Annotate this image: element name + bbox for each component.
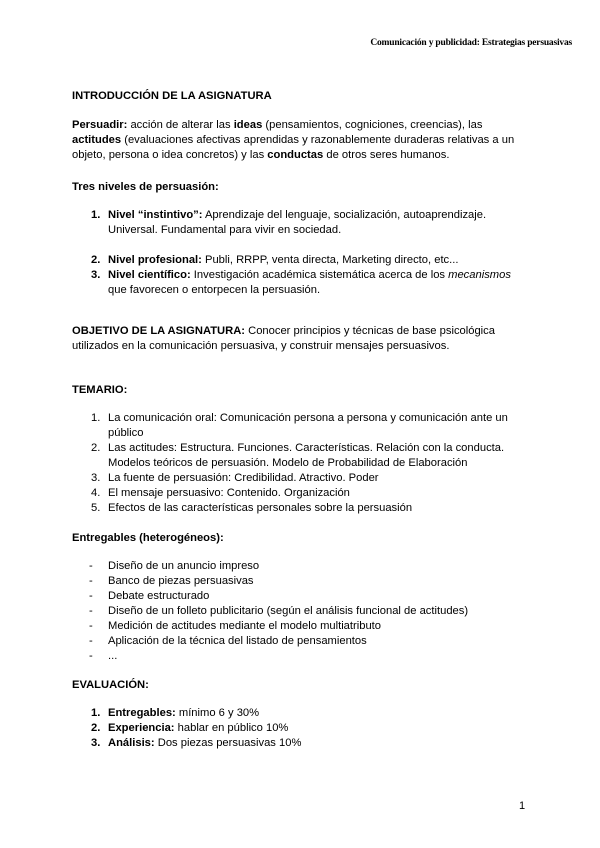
list-item xyxy=(89,634,529,649)
dash-bullet: - xyxy=(89,575,93,587)
eval-text: mínimo 6 y 30% xyxy=(175,707,260,719)
persuadir-term: Persuadir: xyxy=(72,119,128,131)
topic-text: Efectos de las características personales sobre la persuasión xyxy=(108,502,413,514)
list-number: 1. xyxy=(91,707,101,719)
list-item xyxy=(91,721,518,736)
level-label: Nivel “instintivo”: xyxy=(108,209,203,221)
eval-text: hablar en público 10% xyxy=(174,722,289,734)
dash-bullet: - xyxy=(89,590,93,602)
list-item xyxy=(89,574,529,589)
list-number: 4. xyxy=(91,487,101,499)
list-number: 3. xyxy=(91,737,101,749)
topic-text: La comunicación oral: Comunicación persona a persona y comunicación ante un público xyxy=(108,412,508,439)
persuadir-text-4: de otros seres humanos. xyxy=(323,149,450,161)
dash-bullet: - xyxy=(89,635,93,647)
topic-text: Las actitudes: Estructura. Funciones. Características. Relación con la conducta. Modelos teóricos de persuasión. Modelo de Probabilidad de Elaboración xyxy=(108,442,505,469)
list-item xyxy=(91,441,518,471)
deliverable-text: Banco de piezas persuasivas xyxy=(108,575,254,587)
persuadir-definition xyxy=(72,118,530,163)
eval-label: Experiencia: xyxy=(108,722,175,734)
list-item xyxy=(91,208,518,238)
level-text-2: que favorecen o entorpecen la persuasión. xyxy=(108,284,321,296)
list-item xyxy=(91,253,518,268)
list-item xyxy=(91,706,518,721)
eval-text: Dos piezas persuasivas 10% xyxy=(154,737,302,749)
deliverable-text: Aplicación de la técnica del listado de pensamientos xyxy=(108,635,367,647)
dash-bullet: - xyxy=(89,605,93,617)
term-ideas: ideas xyxy=(233,119,263,131)
list-item xyxy=(89,649,529,664)
list-number: 5. xyxy=(91,502,101,514)
page-number: 1 xyxy=(519,800,526,812)
dash-bullet: - xyxy=(89,620,93,632)
levels-heading: Tres niveles de persuasión: xyxy=(72,181,219,193)
list-number: 2. xyxy=(91,442,101,454)
level-text: Aprendizaje del lenguaje, socialización, autoaprendizaje. Universal. Fundamental para vivir en sociedad. xyxy=(108,209,487,236)
level-italic: mecanismos xyxy=(448,269,511,281)
list-number: 1. xyxy=(91,412,101,424)
persuadir-text-2: (pensamientos, cogniciones, creencias), las xyxy=(262,119,483,131)
dash-bullet: - xyxy=(89,650,93,662)
entregables-heading: Entregables (heterogéneos): xyxy=(72,532,224,544)
list-item xyxy=(91,268,518,298)
term-actitudes: actitudes xyxy=(72,134,122,146)
list-number: 2. xyxy=(91,254,101,266)
deliverable-text: Debate estructurado xyxy=(108,590,210,602)
list-item xyxy=(91,501,518,516)
eval-label: Entregables: xyxy=(108,707,176,719)
deliverable-text: Diseño de un folleto publicitario (según el análisis funcional de actitudes) xyxy=(108,605,469,617)
temario-list xyxy=(91,411,518,516)
deliverable-text: Medición de actitudes mediante el modelo multiatributo xyxy=(108,620,382,632)
list-item xyxy=(91,736,518,751)
entregables-list xyxy=(89,559,529,664)
evaluacion-list xyxy=(91,706,518,751)
list-item xyxy=(89,604,529,619)
term-conductas: conductas xyxy=(267,149,324,161)
intro-heading: INTRODUCCIÓN DE LA ASIGNATURA xyxy=(72,90,272,102)
objetivo-paragraph xyxy=(72,324,532,354)
levels-list xyxy=(91,208,518,298)
deliverable-text: Diseño de un anuncio impreso xyxy=(108,560,260,572)
level-text: Publi, RRPP, venta directa, Marketing directo, etc... xyxy=(201,254,459,266)
list-item xyxy=(89,619,529,634)
objetivo-text: Conocer principios y técnicas de base psicológica utilizados en la comunicación persuasiva, y construir mensajes persuasivos. xyxy=(72,325,495,352)
list-number: 2. xyxy=(91,722,101,734)
evaluacion-heading: EVALUACIÓN: xyxy=(72,679,149,691)
dash-bullet: - xyxy=(89,560,93,572)
list-number: 3. xyxy=(91,472,101,484)
list-item xyxy=(91,471,518,486)
list-item xyxy=(89,589,529,604)
persuadir-text-3: (evaluaciones afectivas aprendidas y razonablemente duraderas relativas a un objeto, persona o idea concretos) y las xyxy=(72,134,515,161)
level-text: Investigación académica sistemática acerca de los xyxy=(190,269,449,281)
eval-label: Análisis: xyxy=(108,737,155,749)
objetivo-label: OBJETIVO DE LA ASIGNATURA: xyxy=(72,325,245,337)
list-number: 1. xyxy=(91,209,101,221)
list-item xyxy=(89,559,529,574)
list-item xyxy=(91,411,518,441)
level-label: Nivel científico: xyxy=(108,269,191,281)
persuadir-text-1: acción de alterar las xyxy=(127,119,234,131)
topic-text: La fuente de persuasión: Credibilidad. Atractivo. Poder xyxy=(108,472,379,484)
deliverable-text: ... xyxy=(108,650,118,662)
list-number: 3. xyxy=(91,269,101,281)
list-item xyxy=(91,486,518,501)
running-header: Comunicación y publicidad: Estrategias persuasivas xyxy=(370,38,572,48)
temario-heading: TEMARIO: xyxy=(72,384,128,396)
topic-text: El mensaje persuasivo: Contenido. Organización xyxy=(108,487,350,499)
level-label: Nivel profesional: xyxy=(108,254,202,266)
